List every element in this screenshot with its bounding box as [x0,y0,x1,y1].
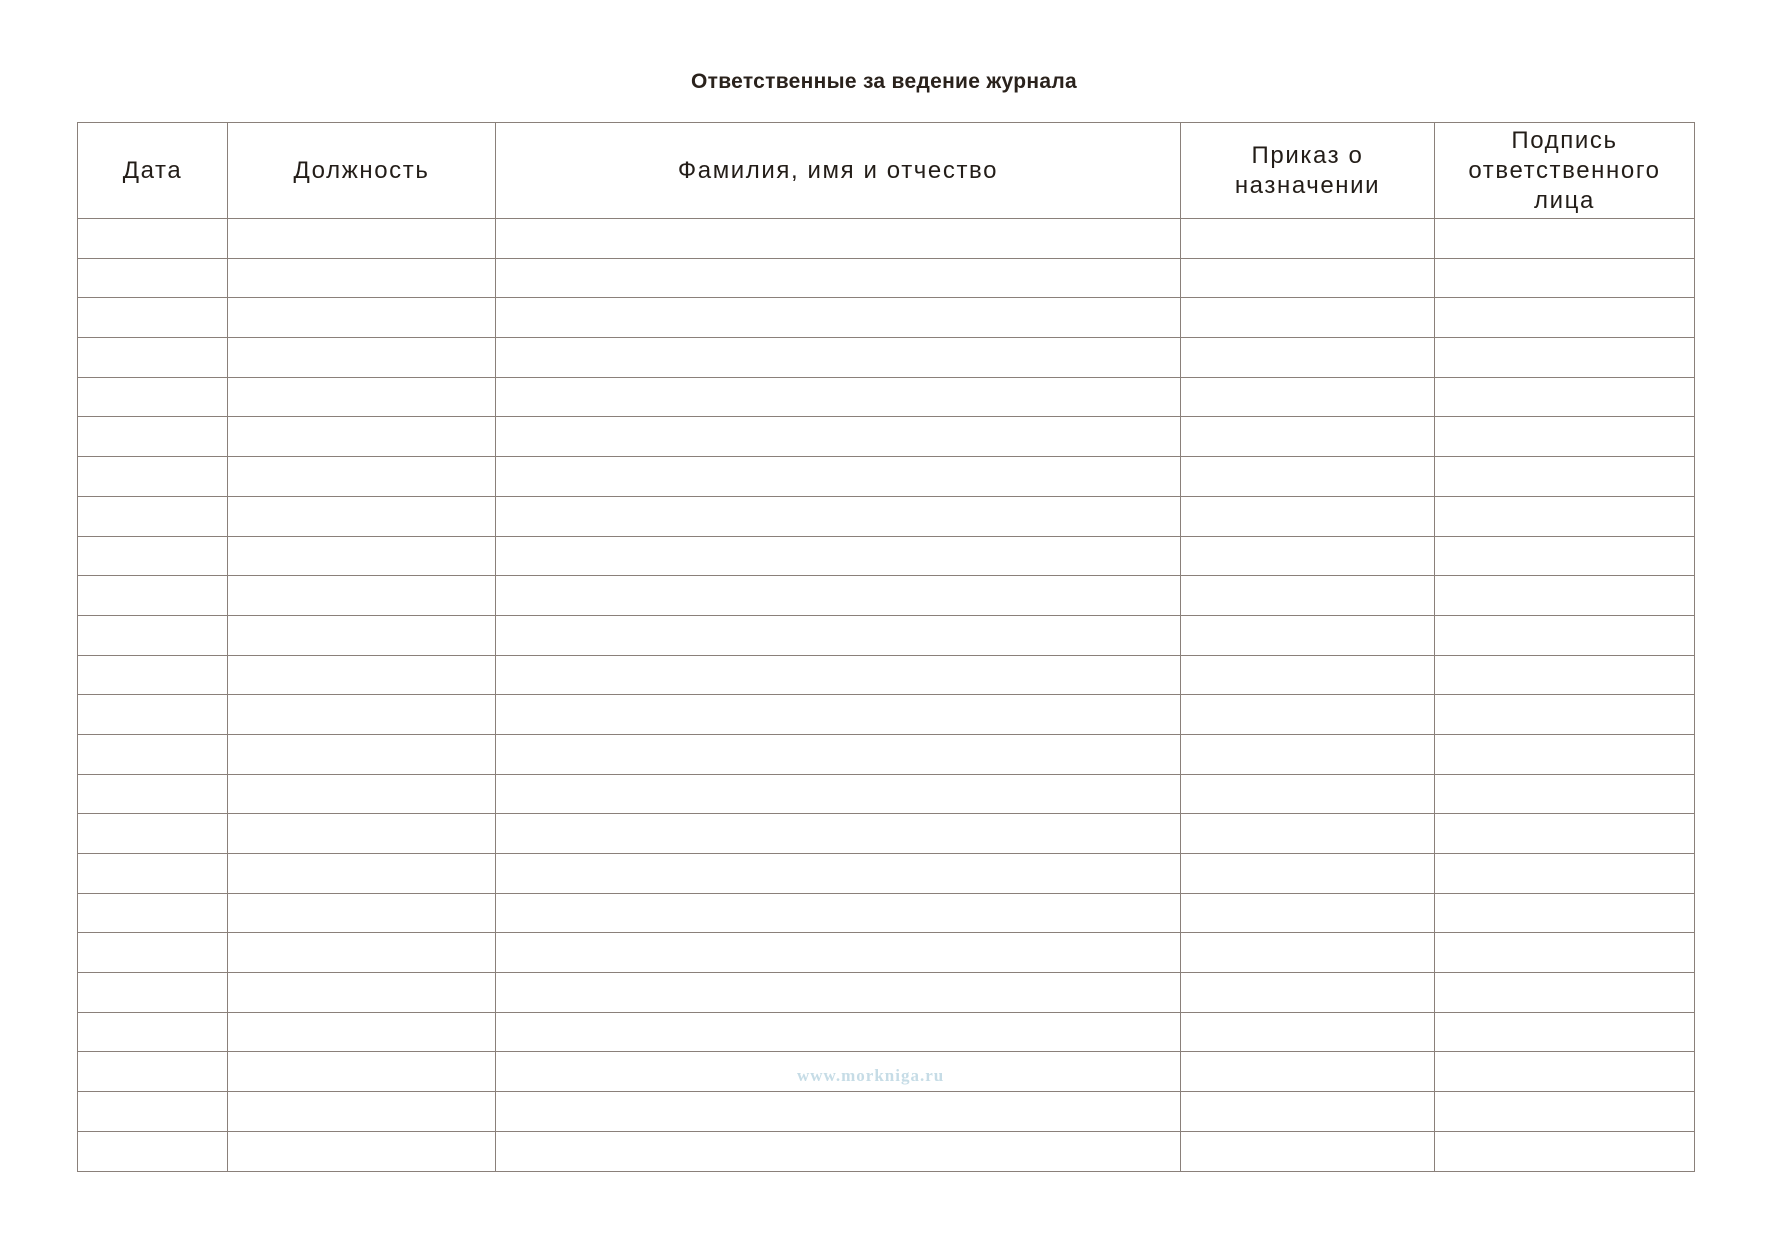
date-cell[interactable] [78,695,228,735]
table-row [78,814,1695,854]
appointment-order-cell[interactable] [1181,933,1435,973]
table-row [78,417,1695,457]
appointment-order-cell[interactable] [1181,615,1435,655]
date-cell[interactable] [78,734,228,774]
appointment-order-cell[interactable] [1181,1092,1435,1132]
appointment-order-cell[interactable] [1181,1052,1435,1092]
appointment-order-cell[interactable] [1181,298,1435,338]
position-cell[interactable] [228,893,496,933]
position-cell[interactable] [228,1012,496,1052]
column-header-date-line-1: Дата [122,156,183,184]
full-name-cell[interactable] [496,298,1181,338]
column-header-appointment-order-line-2: назначении [1234,171,1381,199]
full-name-cell[interactable] [496,536,1181,576]
full-name-cell[interactable] [496,496,1181,536]
signature-cell[interactable] [1435,417,1695,457]
full-name-cell[interactable] [496,615,1181,655]
full-name-cell[interactable] [496,854,1181,894]
position-cell[interactable] [228,576,496,616]
position-cell[interactable] [228,496,496,536]
date-cell[interactable] [78,377,228,417]
table-row [78,496,1695,536]
column-header-full-name [496,123,1181,219]
date-cell[interactable] [78,298,228,338]
position-cell[interactable] [228,973,496,1013]
position-cell[interactable] [228,734,496,774]
table-row [78,219,1695,259]
date-cell[interactable] [78,496,228,536]
position-cell[interactable] [228,933,496,973]
signature-cell[interactable] [1435,536,1695,576]
appointment-order-cell[interactable] [1181,973,1435,1013]
signature-cell[interactable] [1435,457,1695,497]
full-name-cell[interactable] [496,457,1181,497]
table-row [78,457,1695,497]
date-cell[interactable] [78,774,228,814]
appointment-order-cell[interactable] [1181,338,1435,378]
table-row [78,1092,1695,1132]
full-name-cell[interactable] [496,655,1181,695]
position-cell[interactable] [228,814,496,854]
table-row [78,695,1695,735]
signature-cell[interactable] [1435,893,1695,933]
column-header-signature-line-1: Подпись [1511,126,1618,154]
date-cell[interactable] [78,338,228,378]
full-name-cell[interactable] [496,377,1181,417]
date-cell[interactable] [78,973,228,1013]
appointment-order-cell[interactable] [1181,576,1435,616]
appointment-order-cell[interactable] [1181,1131,1435,1171]
position-cell[interactable] [228,655,496,695]
watermark: www.morkniga.ru [797,1066,945,1085]
table-row [78,298,1695,338]
full-name-cell[interactable] [496,219,1181,259]
date-cell[interactable] [78,1012,228,1052]
date-cell[interactable] [78,854,228,894]
position-cell[interactable] [228,338,496,378]
column-header-position [228,123,496,219]
appointment-order-cell[interactable] [1181,536,1435,576]
table-row [78,615,1695,655]
position-cell[interactable] [228,377,496,417]
position-cell[interactable] [228,457,496,497]
table-row [78,377,1695,417]
table-row [78,1012,1695,1052]
full-name-cell[interactable] [496,893,1181,933]
signature-cell[interactable] [1435,655,1695,695]
full-name-cell[interactable] [496,1131,1181,1171]
signature-cell[interactable] [1435,298,1695,338]
table-row [78,774,1695,814]
appointment-order-cell[interactable] [1181,655,1435,695]
full-name-cell[interactable] [496,933,1181,973]
signature-cell[interactable] [1435,615,1695,655]
table-row [78,655,1695,695]
full-name-cell[interactable] [496,695,1181,735]
date-cell[interactable] [78,1092,228,1132]
position-cell[interactable] [228,1092,496,1132]
table-row [78,536,1695,576]
signature-cell[interactable] [1435,854,1695,894]
appointment-order-cell[interactable] [1181,1012,1435,1052]
date-cell[interactable] [78,258,228,298]
appointment-order-cell[interactable] [1181,219,1435,259]
table-row [78,893,1695,933]
appointment-order-cell[interactable] [1181,496,1435,536]
position-cell[interactable] [228,258,496,298]
appointment-order-cell[interactable] [1181,695,1435,735]
position-cell[interactable] [228,854,496,894]
full-name-cell[interactable] [496,1012,1181,1052]
table-row [78,734,1695,774]
appointment-order-cell[interactable] [1181,377,1435,417]
full-name-cell[interactable] [496,1092,1181,1132]
appointment-order-cell[interactable] [1181,417,1435,457]
signature-cell[interactable] [1435,734,1695,774]
position-cell[interactable] [228,1052,496,1092]
appointment-order-cell[interactable] [1181,457,1435,497]
signature-cell[interactable] [1435,695,1695,735]
date-cell[interactable] [78,1052,228,1092]
column-header-signature-line-3: лица [1534,186,1595,214]
table-row [78,854,1695,894]
full-name-cell[interactable] [496,576,1181,616]
date-cell[interactable] [78,615,228,655]
signature-cell[interactable] [1435,973,1695,1013]
signature-cell[interactable] [1435,576,1695,616]
table-row [78,933,1695,973]
full-name-cell[interactable] [496,338,1181,378]
appointment-order-cell[interactable] [1181,774,1435,814]
full-name-cell[interactable] [496,258,1181,298]
table-row [78,576,1695,616]
column-header-signature [1435,123,1695,219]
signature-cell[interactable] [1435,496,1695,536]
signature-cell[interactable] [1435,1131,1695,1171]
page-title: Ответственные за ведение журнала [691,70,1077,93]
appointment-order-cell[interactable] [1181,814,1435,854]
position-cell[interactable] [228,695,496,735]
table-row [78,973,1695,1013]
position-cell[interactable] [228,774,496,814]
signature-cell[interactable] [1435,814,1695,854]
column-header-appointment-order [1181,123,1435,219]
position-cell[interactable] [228,1131,496,1171]
table-row [78,1131,1695,1171]
position-cell[interactable] [228,536,496,576]
position-cell[interactable] [228,615,496,655]
date-cell[interactable] [78,933,228,973]
signature-cell[interactable] [1435,774,1695,814]
full-name-cell[interactable] [496,417,1181,457]
signature-cell[interactable] [1435,933,1695,973]
position-cell[interactable] [228,417,496,457]
signature-cell[interactable] [1435,258,1695,298]
signature-cell[interactable] [1435,377,1695,417]
table-body [78,219,1695,1172]
signature-cell[interactable] [1435,1092,1695,1132]
signature-cell[interactable] [1435,1052,1695,1092]
signature-cell[interactable] [1435,219,1695,259]
table-row [78,338,1695,378]
column-header-signature-line-2: ответственного [1468,156,1661,184]
date-cell[interactable] [78,576,228,616]
position-cell[interactable] [228,298,496,338]
date-cell[interactable] [78,1131,228,1171]
appointment-order-cell[interactable] [1181,734,1435,774]
date-cell[interactable] [78,893,228,933]
signature-cell[interactable] [1435,1012,1695,1052]
column-header-appointment-order-line-1: Приказ о [1251,141,1364,169]
full-name-cell[interactable] [496,973,1181,1013]
date-cell[interactable] [78,814,228,854]
full-name-cell[interactable] [496,734,1181,774]
appointment-order-cell[interactable] [1181,854,1435,894]
position-cell[interactable] [228,219,496,259]
signature-cell[interactable] [1435,338,1695,378]
appointment-order-cell[interactable] [1181,258,1435,298]
date-cell[interactable] [78,457,228,497]
appointment-order-cell[interactable] [1181,893,1435,933]
full-name-cell[interactable] [496,814,1181,854]
date-cell[interactable] [78,536,228,576]
date-cell[interactable] [78,417,228,457]
table-header-row [78,123,1695,219]
column-header-full-name-line-1: Фамилия, имя и отчество [677,156,999,184]
column-header-position-line-1: Должность [293,156,430,184]
table-row [78,258,1695,298]
date-cell[interactable] [78,655,228,695]
date-cell[interactable] [78,219,228,259]
column-header-date [78,123,228,219]
full-name-cell[interactable] [496,774,1181,814]
responsible-persons-table [77,122,1695,1172]
